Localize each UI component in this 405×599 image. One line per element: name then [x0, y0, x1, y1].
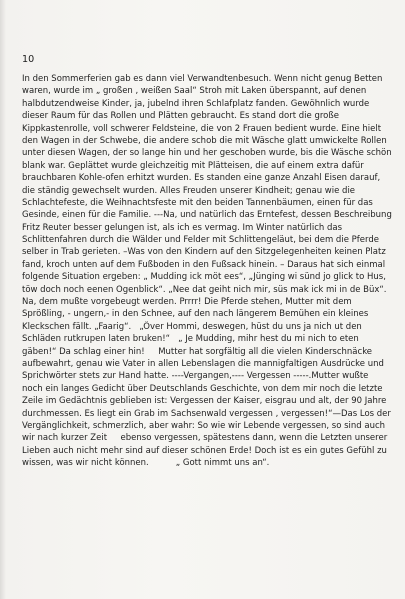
- text-line: Fritz Reuter besser gelungen ist, als ich es vermag. Im Winter natürlich das: [22, 222, 343, 233]
- text-line: die ständig gewechselt wurden. Alles Freuden unserer Kindheit; genau wie die: [22, 185, 356, 196]
- text-line: gäben!“ Da schlag einer hin! Mutter hat sorgfältig all die vielen Kinderschnäcke: [22, 346, 373, 357]
- text-line: fand, kroch unten auf dem Fußboden in den Fußsack hinein. – Daraus hat sich einmal: [22, 259, 386, 270]
- text-line: Zeile im Gedächtnis geblieben ist: Vergessen der Kaiser, eisgrau und alt, der 90 Jahre: [22, 396, 387, 407]
- text-line: Lieben auch nicht mehr sind auf dieser schönen Erde! Doch ist es ein gutes Gefühl zu: [22, 445, 387, 456]
- text-line: Schlachtefeste, die Weihnachtsfeste mit den beiden Tannenbäumen, einen für das: [22, 197, 373, 208]
- text-line: In den Sommerferien gab es dann viel Verwandtenbesuch. Wenn nicht genug Betten: [22, 74, 383, 84]
- text-line: aufbewahrt, genau wie Vater in allen Lebenslagen die mannigfaltigen Ausdrücke und: [22, 358, 384, 369]
- text-line: töw doch noch eenen Ogenblick“. „Nee dat geiht nich mir, süs mak ick mi in de Büx“.: [22, 284, 387, 295]
- text-line: selber in Trab gerieten. –Was von den Kindern auf den Sitzgelegenheiten keinen Platz: [22, 247, 386, 258]
- text-line: blank war. Geplättet wurde gleichzeitig mit Plätteisen, die auf einem extra dafür: [22, 160, 364, 171]
- text-line: Kippkastenrolle, voll schwerer Feldsteine, die von 2 Frauen bedient wurde. Eine hielt: [22, 123, 382, 134]
- text-line: dieser Raum für das Rollen und Plätten gebraucht. Es stand dort die große: [22, 111, 339, 122]
- text-line: Kleckschen fällt. „Faarig“. „Över Hommi, deswegen, hüst du uns ja nich ut den: [22, 321, 362, 332]
- text-line: Sprichwörter stets zur Hand hatte. ----Vergangen,---- Vergessen -----.Mutter wußte: [22, 371, 369, 382]
- text-line: Schlittenfahren durch die Wälder und Felder mit Schlittengeläut, bei dem die Pferde: [22, 235, 379, 246]
- text-line: durchmessen. Es liegt ein Grab im Sachsenwald vergessen , vergessen!“—Das Los der: [22, 408, 391, 419]
- body-text: [22, 73, 394, 470]
- text-line: den Wagen in der Schwebe, die andere schob die mit Wäsche glatt umwickelte Rollen: [22, 135, 387, 146]
- text-line: folgende Situation ergeben: „ Mudding ick möt ees“, „Jünging wi sünd jo glick to Hus,: [22, 272, 386, 283]
- text-line: unter diesen Wagen, der so lange hin und her geschoben wurde, bis die Wäsche schön: [22, 148, 392, 159]
- page-number: 10: [22, 54, 35, 65]
- text-line: Schläden rutkrupen laten bruken!“ „ Je Mudding, mihr hest du mi nich to eten: [22, 334, 359, 345]
- text-line: Na, dem mußte vorgebeugt werden. Prrrr! Die Pferde stehen, Mutter mit dem: [22, 297, 352, 308]
- text-line: wir nach kurzer Zeit ebenso vergessen, spätestens dann, wenn die Letzten unserer: [22, 433, 388, 444]
- text-line: Sprößling, - ungern,- in den Schnee, auf den nach längerem Bemühen ein kleines: [22, 309, 369, 320]
- text-line: Vergänglichkeit, schmerzlich, aber wahr: So wie wir Lebende vergessen, so sind auch: [22, 420, 386, 431]
- text-line: halbdutzendweise Kinder, ja, jubelnd ihren Schlafplatz fanden. Gewöhnlich wurde: [22, 98, 370, 109]
- text-line: waren, wurde im „ großen , weißen Saal“ Stroh mit Laken überspannt, auf denen: [22, 86, 367, 97]
- text-line: Gesinde, einen für die Familie. ---Na, und natürlich das Erntefest, dessen Beschreibung: [22, 210, 392, 221]
- text-line: wissen, was wir nicht können. „ Gott nimmt uns an“.: [22, 458, 270, 469]
- text-line: noch ein langes Gedicht über Deutschlands Geschichte, von dem mir noch die letzte: [22, 383, 383, 394]
- text-line: brauchbaren Kohle-ofen erhitzt wurden. Es standen eine ganze Anzahl Eisen darauf,: [22, 173, 381, 184]
